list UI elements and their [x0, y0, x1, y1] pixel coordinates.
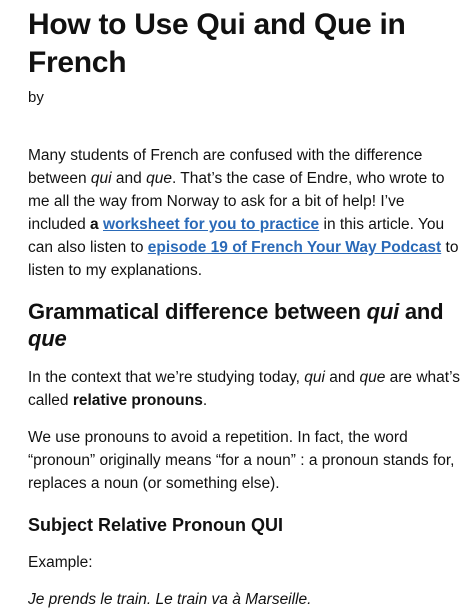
pronoun-definition-paragraph: We use pronouns to avoid a repetition. In fact, the word “pronoun” originally means “for a noun” : a pronoun stands for, replaces a noun (or something else). [28, 429, 455, 492]
heading1-que: que [28, 326, 67, 351]
intro-qui: qui [90, 170, 112, 187]
heading1-text-2: and [398, 299, 444, 324]
para2-qui: qui [304, 369, 325, 386]
intro-paragraph [28, 144, 460, 282]
heading1-qui: qui [366, 299, 399, 324]
worksheet-link[interactable]: worksheet for you to practice [102, 216, 320, 233]
para2-text-2: and [324, 369, 360, 386]
example-label: Example: [28, 554, 93, 571]
para2-text-1: In the context that we’re studying today, [28, 369, 305, 386]
intro-bold-a: a [90, 216, 99, 233]
example-sentence [28, 588, 460, 611]
intro-text-1: Many students of French are confused with the difference between [28, 147, 423, 187]
heading1-text-1: Grammatical difference between [28, 299, 367, 324]
example-sentence-text: Je prends le train. Le train va à Marseille. [28, 591, 312, 608]
section-heading-grammatical-difference [28, 298, 460, 352]
byline: by [28, 89, 44, 106]
intro-text-3: . That’s the case of Endre, who wrote to me all the way from Norway to ask for a bit of help! I’ve included [28, 170, 445, 233]
para2-bold: relative pronouns [72, 392, 203, 409]
relative-pronouns-paragraph [28, 366, 460, 412]
para2-text-3: are what’s called [28, 369, 461, 409]
section-heading-subject-relative-pronoun: Subject Relative Pronoun QUI [28, 515, 284, 535]
podcast-episode-link[interactable]: episode 19 of French Your Way Podcast [147, 239, 442, 256]
intro-text-5: in this article. You can also listen to [28, 216, 445, 256]
intro-text-2: and [111, 170, 147, 187]
intro-text-6: to listen to my explanations. [28, 239, 459, 279]
para2-text-4: . [202, 392, 208, 409]
intro-que: que [146, 170, 172, 187]
para2-que: que [359, 369, 386, 386]
article [28, 0, 460, 611]
article-title: How to Use Qui and Que in French [28, 8, 406, 79]
